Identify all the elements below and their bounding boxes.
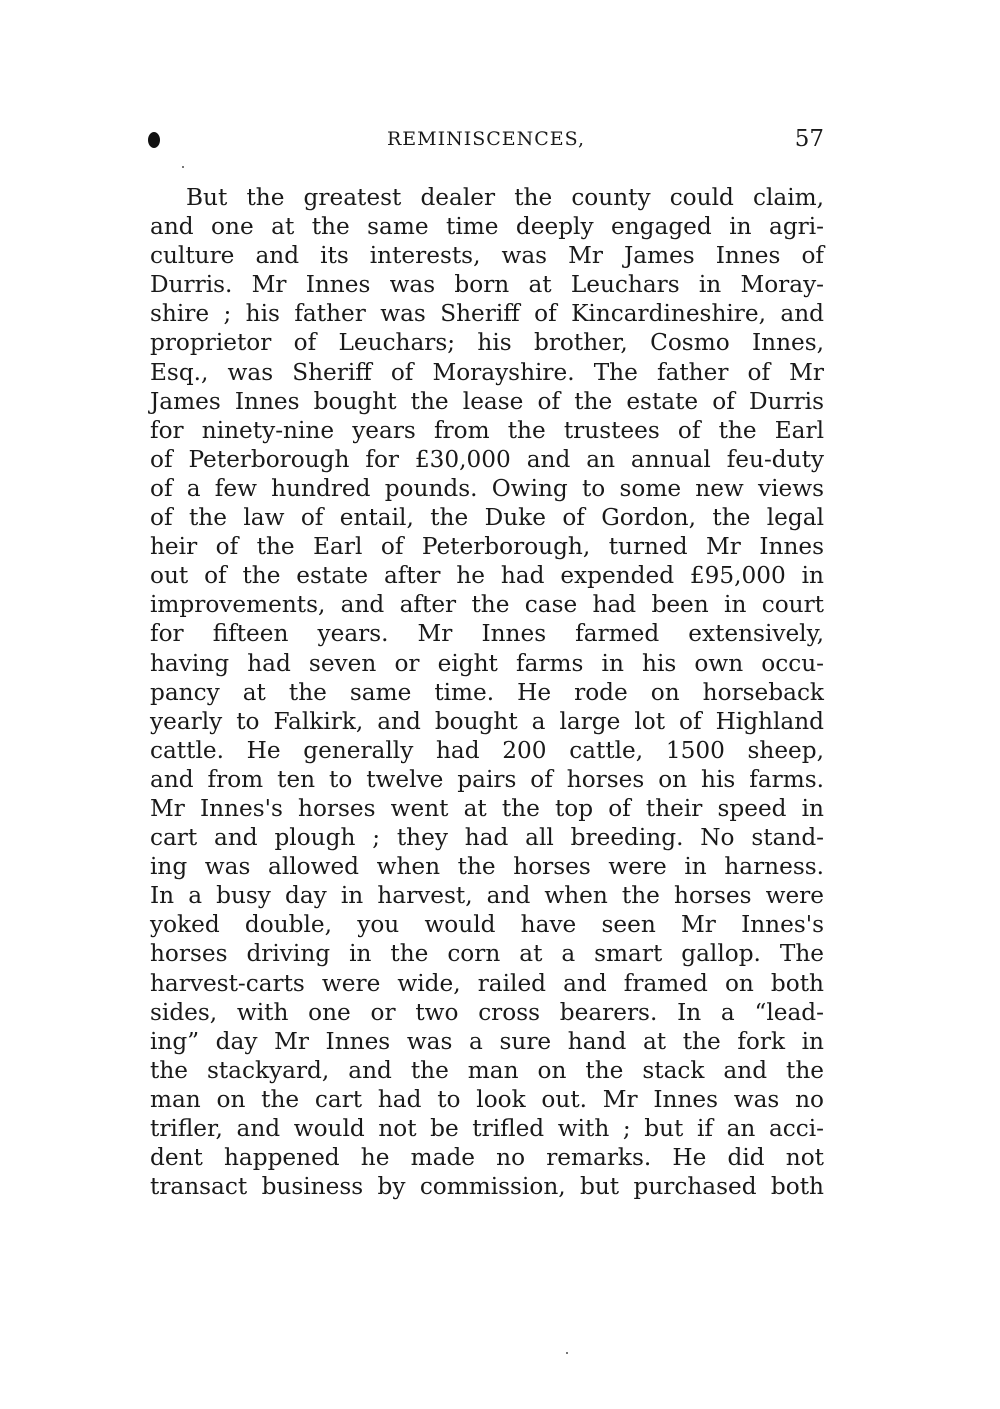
text-line: the stackyard, and the man on the stack and the xyxy=(150,1056,824,1084)
text-line: cart and plough ; they had all breeding. No stand- xyxy=(150,824,824,852)
text-line: pancy at the same time. He rode on horseback xyxy=(150,678,824,706)
text-line: sides, with one or two cross bearers. In a “lead- xyxy=(150,998,824,1026)
running-title: REMINISCENCES, xyxy=(386,128,586,150)
text-line: Mr Innes's horses went at the top of their speed in xyxy=(150,794,824,822)
paper-speck xyxy=(566,1352,568,1354)
text-line: for fifteen years. Mr Innes farmed extensively, xyxy=(150,620,824,648)
text-line: James Innes bought the lease of the estate of Durris xyxy=(150,387,824,415)
page-header xyxy=(148,128,824,158)
body-paragraph xyxy=(150,183,824,1201)
text-line: Durris. Mr Innes was born at Leuchars in Moray- xyxy=(150,271,824,299)
text-line: shire ; his father was Sheriff of Kincardineshire, and xyxy=(150,300,824,328)
paper-speck xyxy=(182,166,184,168)
text-line: ing was allowed when the horses were in harness. xyxy=(150,853,824,881)
text-line: heir of the Earl of Peterborough, turned Mr Innes xyxy=(150,533,824,561)
text-line: and one at the same time deeply engaged in agri- xyxy=(150,213,824,241)
text-line: man on the cart had to look out. Mr Innes was no xyxy=(150,1085,824,1113)
text-line: improvements, and after the case had been in court xyxy=(150,591,824,619)
text-line: Esq., was Sheriff of Morayshire. The father of Mr xyxy=(150,358,824,386)
text-line: transact business by commission, but purchased both xyxy=(150,1173,824,1201)
text-line: of the law of entail, the Duke of Gordon, the legal xyxy=(150,504,824,532)
text-line: trifler, and would not be trifled with ; but if an acci- xyxy=(150,1115,824,1142)
text-line: But the greatest dealer the county could claim, xyxy=(186,184,824,211)
text-line: horses driving in the corn at a smart gallop. The xyxy=(150,940,824,968)
text-line: culture and its interests, was Mr James Innes of xyxy=(150,242,824,270)
text-line: dent happened he made no remarks. He did not xyxy=(150,1144,824,1172)
text-line: having had seven or eight farms in his own occu- xyxy=(150,649,824,677)
text-line: proprietor of Leuchars; his brother, Cosmo Innes, xyxy=(150,329,824,357)
text-line: yearly to Falkirk, and bought a large lot of Highland xyxy=(150,707,824,735)
text-line: for ninety-nine years from the trustees of the Earl xyxy=(150,416,824,444)
text-line: of Peterborough for £30,000 and an annual feu-duty xyxy=(150,445,824,473)
text-line: harvest-carts were wide, railed and framed on both xyxy=(150,969,824,997)
text-line: and from ten to twelve pairs of horses on his farms. xyxy=(150,765,824,793)
text-line: In a busy day in harvest, and when the horses were xyxy=(150,882,824,910)
text-line: ing” day Mr Innes was a sure hand at the fork in xyxy=(150,1027,824,1055)
text-line: of a few hundred pounds. Owing to some new views xyxy=(150,474,824,502)
page-number: 57 xyxy=(794,126,824,152)
text-line: yoked double, you would have seen Mr Innes's xyxy=(150,911,824,939)
text-line: out of the estate after he had expended £95,000 in xyxy=(150,562,824,590)
text-line: cattle. He generally had 200 cattle, 1500 sheep, xyxy=(150,736,824,764)
